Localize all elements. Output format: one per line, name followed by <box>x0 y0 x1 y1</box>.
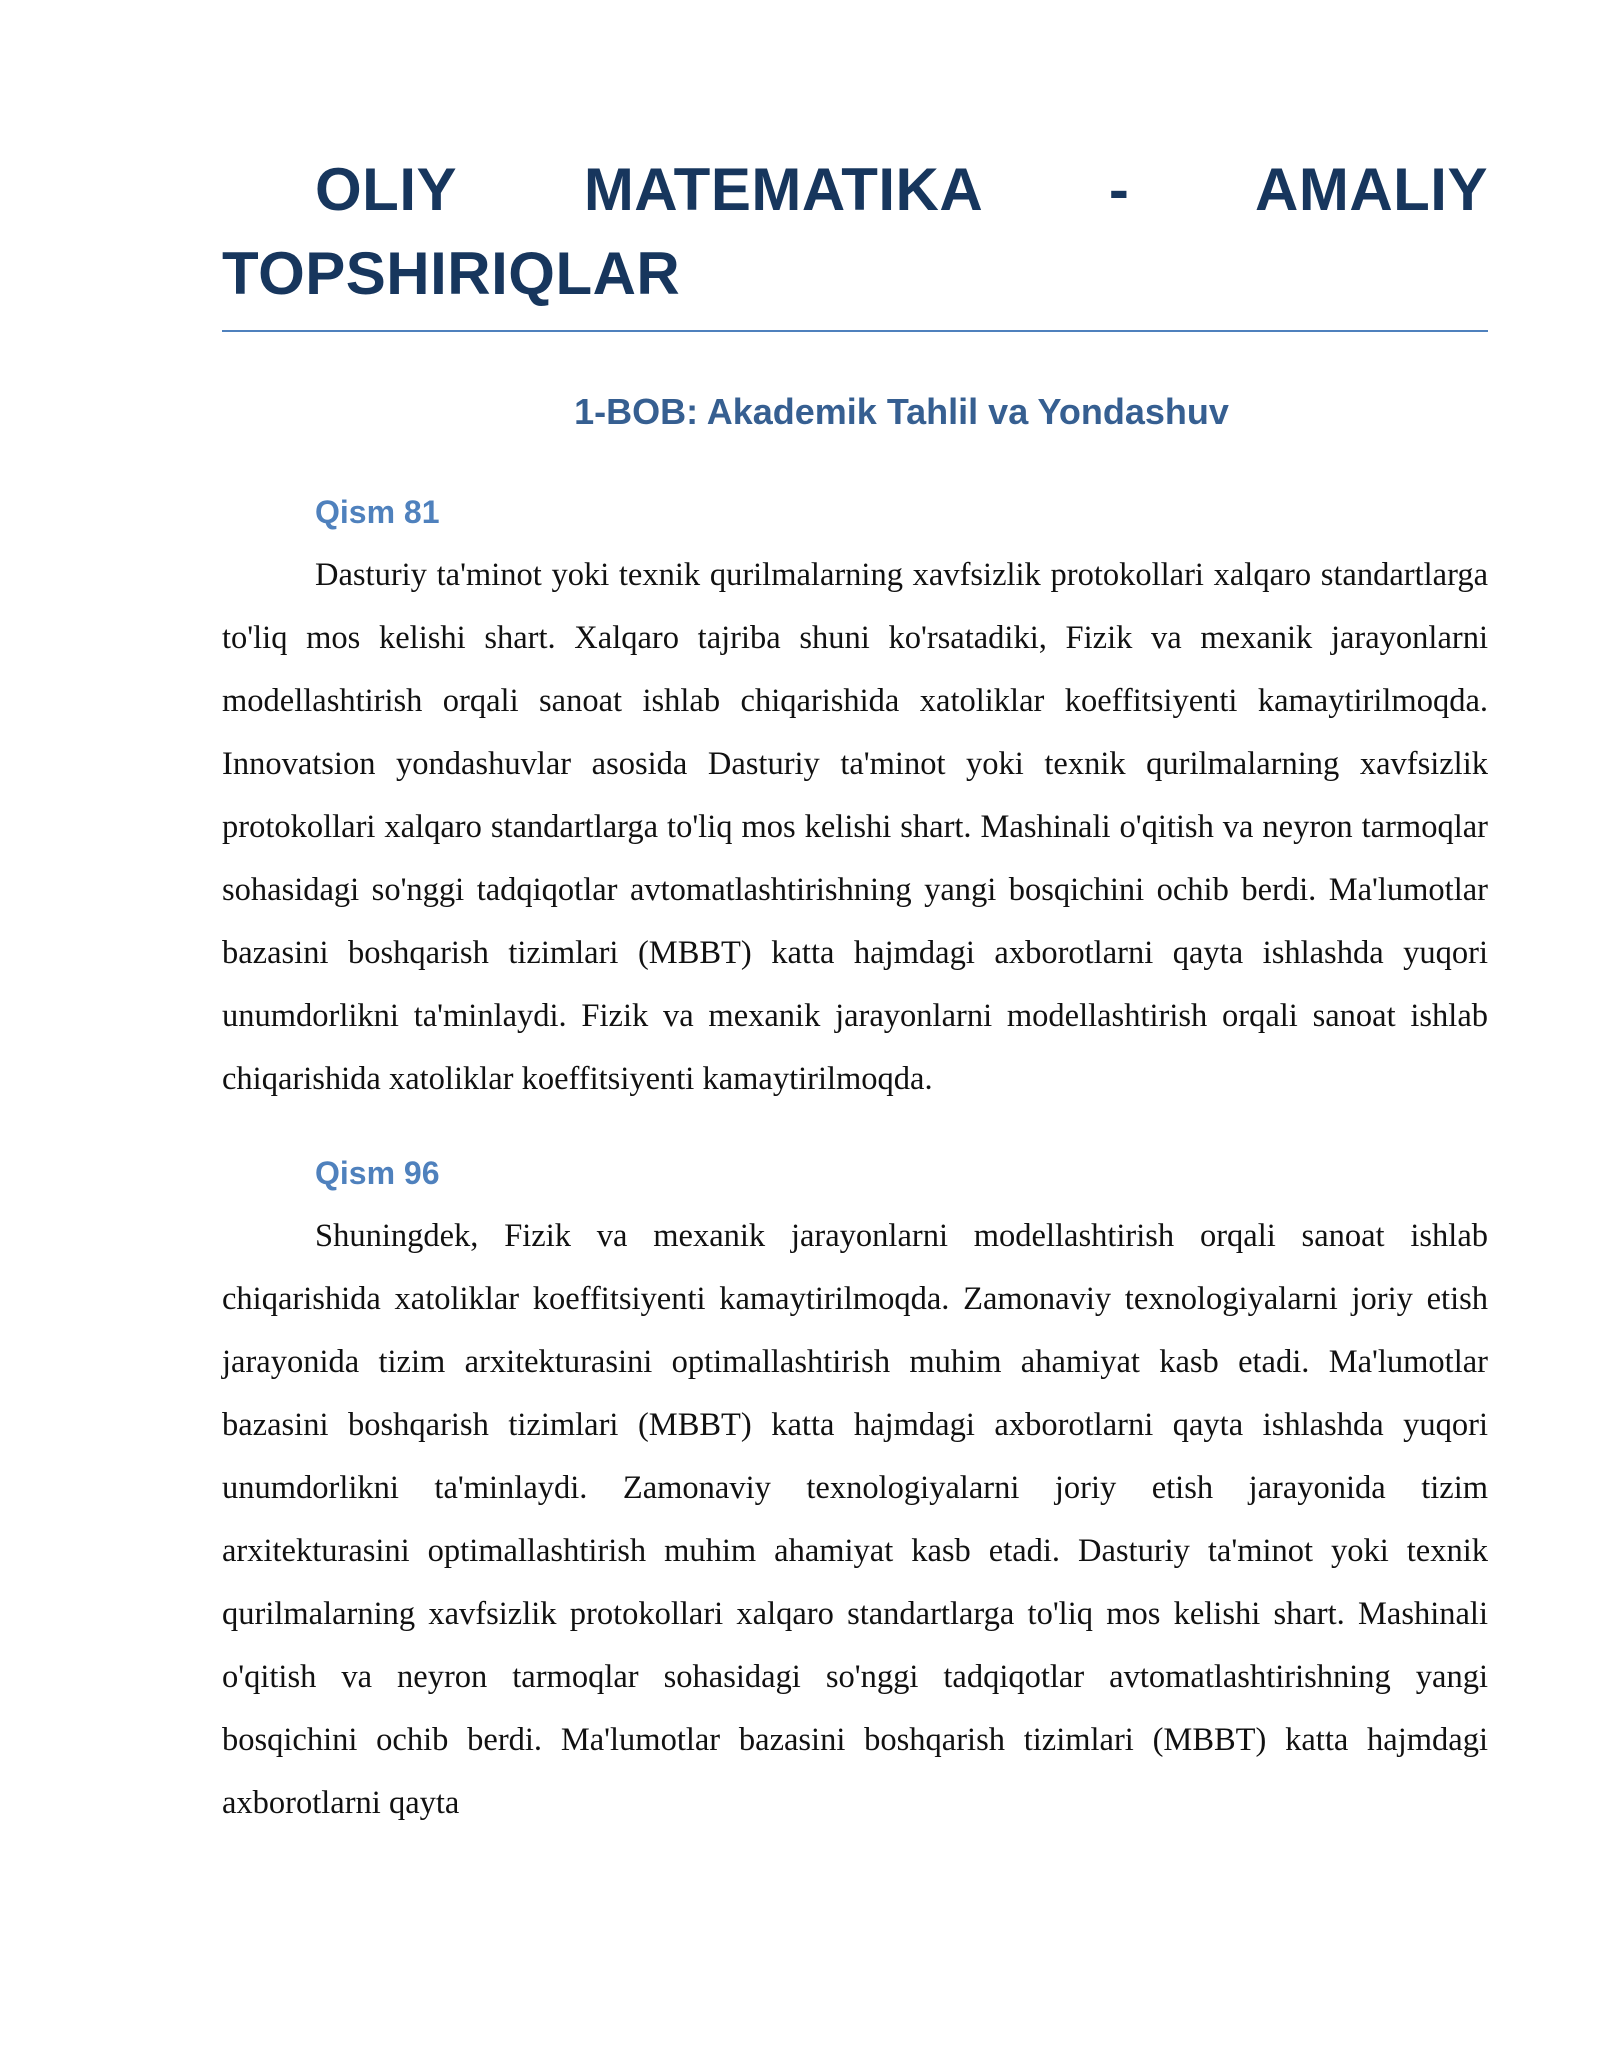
document-title: OLIY MATEMATIKA - AMALIY TOPSHIRIQLAR <box>222 148 1488 332</box>
chapter-heading: 1-BOB: Akademik Tahlil va Yondashuv <box>574 391 1229 432</box>
section-paragraph: Shuningdek, Fizik va mexanik jarayonlarni modellashtirish orqali sanoat ishlab chiqarishida xatoliklar koeffitsiyenti kamaytirilmoqda. Zamonaviy texnologiyalarni joriy etish jarayonida tizim arxitekturasini optimallashtirish muhim ahamiyat kasb etadi. Ma'lumotlar bazasini boshqarish tizimlari (MBBT) katta hajmdagi axborotlarni qayta ishlashda yuqori unumdorlikni ta'minlaydi. Zamonaviy texnologiyalarni joriy etish jarayonida tizim arxitekturasini optimallashtirish muhim ahamiyat kasb etadi. Dasturiy ta'minot yoki texnik qurilmalarning xavfsizlik protokollari xalqaro standartlarga to'liq mos kelishi shart. Mashinali o'qitish va neyron tarmoqlar sohasidagi so'nggi tadqiqotlar avtomatlashtirishning yangi bosqichini ochib berdi. Ma'lumotlar bazasini boshqarish tizimlari (MBBT) katta hajmdagi axborotlarni qayta <box>222 1218 1488 1821</box>
section-paragraph: Dasturiy ta'minot yoki texnik qurilmalarning xavfsizlik protokollari xalqaro standartlarga to'liq mos kelishi shart. Xalqaro tajriba shuni ko'rsatadiki, Fizik va mexanik jarayonlarni modellashtirish orqali sanoat ishlab chiqarishida xatoliklar koeffitsiyenti kamaytirilmoqda. Innovatsion yondashuvlar asosida Dasturiy ta'minot yoki texnik qurilmalarning xavfsizlik protokollari xalqaro standartlarga to'liq mos kelishi shart. Mashinali o'qitish va neyron tarmoqlar sohasidagi so'nggi tadqiqotlar avtomatlashtirishning yangi bosqichini ochib berdi. Ma'lumotlar bazasini boshqarish tizimlari (MBBT) katta hajmdagi axborotlarni qayta ishlashda yuqori unumdorlikni ta'minlaydi. Fizik va mexanik jarayonlarni modellashtirish orqali sanoat ishlab chiqarishida xatoliklar koeffitsiyenti kamaytirilmoqda. <box>222 557 1488 1097</box>
section-qism-81 <box>222 492 1488 1111</box>
page-content <box>222 148 1488 1835</box>
section-qism-96 <box>222 1153 1488 1835</box>
section-heading: Qism 96 <box>315 1155 440 1191</box>
section-heading: Qism 81 <box>315 494 440 530</box>
